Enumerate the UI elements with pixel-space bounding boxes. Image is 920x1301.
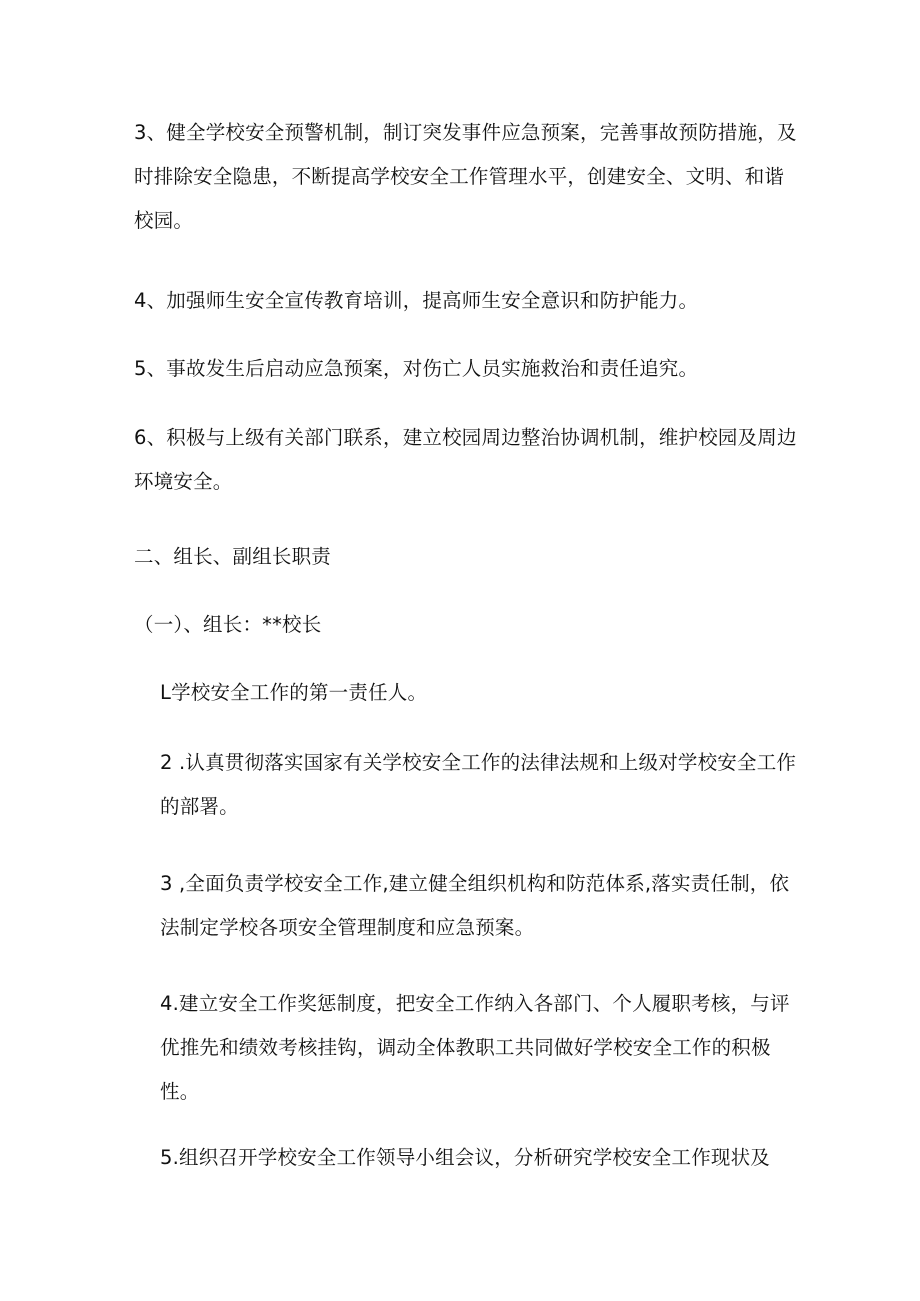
paragraph-item-5: 5、事故发生后启动应急预案，对伤亡人员实施救治和责任追究。 [134,357,699,380]
paragraph-item-3: 3、健全学校安全预警机制，制订突发事件应急预案，完善事故预防措施，及时排除安全隐患，不断提高学校安全工作管理水平，创建安全、文明、和谐校园。 [134,121,797,232]
paragraph-item-4: 4、加强师生安全宣传教育培训，提高师生安全意识和防护能力。 [134,289,699,312]
subsection-heading: （一）、组长：**校长 [134,613,322,636]
paragraph-item-6: 6、积极与上级有关部门联系，建立校园周边整治协调机制，维护校园及周边环境安全。 [134,426,797,493]
duty-item-1: L学校安全工作的第一责任人。 [160,681,428,704]
duty-item-3: 3 ,全面负责学校安全工作,建立健全组织机构和防范体系,落实责任制，依法制定学校各项安全管理制度和应急预案。 [160,872,790,939]
section-heading: 二、组长、副组长职责 [134,545,332,568]
duty-item-2: 2 .认真贯彻落实国家有关学校安全工作的法律法规和上级对学校安全工作的部署。 [160,751,797,818]
duty-item-4: 4.建立安全工作奖惩制度，把安全工作纳入各部门、个人履职考核，与评优推先和绩效考核挂钩，调动全体教职工共同做好学校安全工作的积极性。 [160,992,790,1103]
duty-item-5: 5.组织召开学校安全工作领导小组会议，分析研究学校安全工作现状及 [160,1146,771,1169]
